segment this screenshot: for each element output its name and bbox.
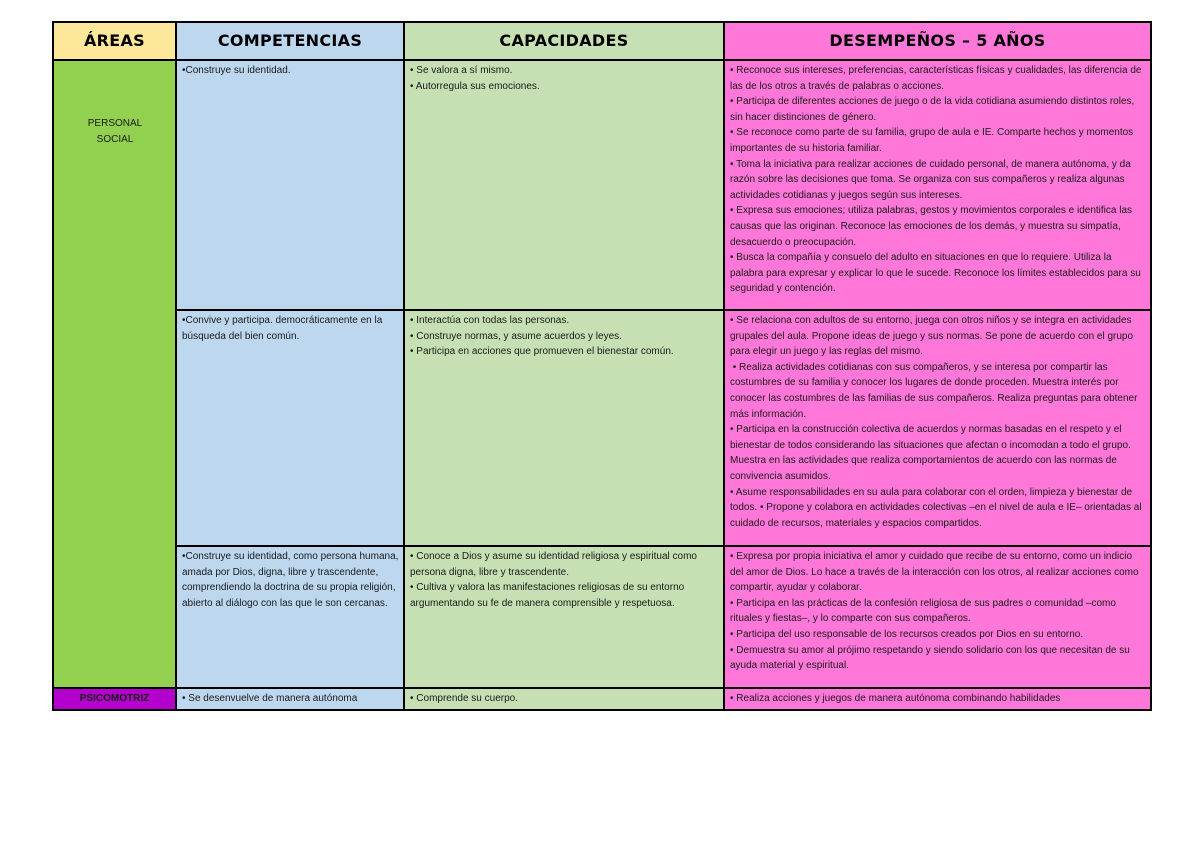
desempeno-item: • Participa del uso responsable de los recursos creados por Dios en su entorno. bbox=[730, 628, 1084, 640]
desempeno-item: • Realiza actividades cotidianas con sus compañeros, y se interesa por compartir las costumbres de su familia y conocer los lugares de donde proceden. Muestra interés por conocer las costumbres de las familias de sus compañeros. Realiza preguntas para obtener más información. bbox=[730, 361, 1141, 420]
desempeno-item: • Se relaciona con adultos de su entorno, juega con otros niños y se integra en actividades grupales del aula. Propone ideas de juego y sus normas. Se pone de acuerdo con el grupo para elegir un juego y las reglas del mismo. bbox=[730, 315, 1136, 358]
desempenos-cell bbox=[724, 310, 1151, 546]
area-psicomotriz: PSICOMOTRIZ bbox=[53, 688, 176, 710]
desempenos-cell bbox=[724, 546, 1151, 688]
desempeno-item: • Participa en las prácticas de la confesión religiosa de sus padres o comunidad –como rituales y fiestas–, y lo comparte con sus compañeros. bbox=[730, 597, 1119, 625]
table-row bbox=[53, 546, 1151, 688]
competencia-cell: •Convive y participa. democráticamente en la búsqueda del bien común. bbox=[176, 310, 404, 546]
capacidades-cell bbox=[404, 546, 724, 688]
table-row bbox=[53, 688, 1151, 710]
table-row bbox=[53, 310, 1151, 546]
table-row bbox=[53, 60, 1151, 310]
desempeno-item: • Expresa por propia iniciativa el amor y cuidado que recibe de su entorno, como un indicio del amor de Dios. Lo hace a través de la interacción con los otros, al realizar acciones como compartir, ayudar y colaborar. bbox=[730, 551, 1142, 594]
header-competencias: COMPETENCIAS bbox=[176, 22, 404, 60]
capacidad-item: • Cultiva y valora las manifestaciones religiosas de su entorno argumentando su fe de manera comprensible y respetuosa. bbox=[410, 582, 685, 609]
desempeno-item: • Expresa sus emociones; utiliza palabras, gestos y movimientos corporales e identifica las causas que las originan. Reconoce las emociones de los demás, y muestra su simpatía, desacuerdo o preocupación. bbox=[730, 205, 1135, 248]
header-desempenos: DESEMPEÑOS – 5 AÑOS bbox=[724, 22, 1151, 60]
capacidad-item: • Participa en acciones que promueven el bienestar común. bbox=[410, 346, 674, 358]
header-row bbox=[53, 22, 1151, 60]
competencia-cell: •Construye su identidad. bbox=[176, 60, 404, 310]
capacidades-cell: • Comprende su cuerpo. bbox=[404, 688, 724, 710]
curriculum-table bbox=[52, 21, 1152, 711]
capacidades-cell bbox=[404, 310, 724, 546]
desempeno-item: • Asume responsabilidades en su aula para colaborar con el orden, limpieza y bienestar de todos. • Propone y colabora en actividades colectivas –en el nivel de aula e IE– orientadas al cuidado de recursos, materiales y espacios compartidos. bbox=[730, 486, 1145, 529]
capacidad-item: • Conoce a Dios y asume su identidad religiosa y espiritual como persona digna, libre y trascendente. bbox=[410, 551, 697, 578]
desempeno-item: • Participa en la construcción colectiva de acuerdos y normas basadas en el respeto y el bienestar de todos considerando las situaciones que afectan o incomodan a todo el grupo. Muestra en las actividades que realiza comportamientos de acuerdo con las normas de convivencia asumidos. bbox=[730, 424, 1134, 482]
desempeno-item: • Toma la iniciativa para realizar acciones de cuidado personal, de manera autónoma, y da razón sobre las decisiones que toma. Se organiza con sus compañeros y realiza algunas actividades cotidianas y juegos según sus intereses. bbox=[730, 158, 1134, 201]
header-capacidades: CAPACIDADES bbox=[404, 22, 724, 60]
desempeno-item: • Se reconoce como parte de su familia, grupo de aula e IE. Comparte hechos y momentos importantes de su historia familiar. bbox=[730, 127, 1136, 154]
competencia-cell: •Construye su identidad, como persona humana, amada por Dios, digna, libre y trascendente, comprendiendo la doctrina de su propia religión, abierto al diálogo con las que le son cercanas. bbox=[176, 546, 404, 688]
capacidad-item: • Construye normas, y asume acuerdos y leyes. bbox=[410, 330, 622, 342]
desempenos-cell bbox=[724, 60, 1151, 310]
capacidad-item: • Interactúa con todas las personas. bbox=[410, 315, 570, 326]
capacidades-cell bbox=[404, 60, 724, 310]
desempeno-item: • Busca la compañía y consuelo del adulto en situaciones en que lo requiere. Utiliza la palabra para expresar y explicar lo que le sucede. Reconoce los límites establecidos para su seguridad y contención. bbox=[730, 252, 1144, 295]
header-areas: ÁREAS bbox=[53, 22, 176, 60]
desempeno-item: • Participa de diferentes acciones de juego o de la vida cotidiana asumiendo distintos roles, sin hacer distinciones de género. bbox=[730, 96, 1138, 123]
capacidad-item: • Autorregula sus emociones. bbox=[410, 80, 540, 92]
area-personal-social: PERSONAL SOCIAL bbox=[53, 60, 176, 688]
capacidad-item: • Se valora a sí mismo. bbox=[410, 65, 513, 76]
desempenos-cell: • Realiza acciones y juegos de manera autónoma combinando habilidades bbox=[724, 688, 1151, 710]
competencia-cell: • Se desenvuelve de manera autónoma bbox=[176, 688, 404, 710]
desempeno-item: • Reconoce sus intereses, preferencias, características físicas y cualidades, las diferencia de las de los otros a través de palabras o acciones. bbox=[730, 65, 1145, 92]
desempeno-item: • Demuestra su amor al prójimo respetando y siendo solidario con los que necesitan de su ayuda material y espiritual. bbox=[730, 644, 1133, 672]
